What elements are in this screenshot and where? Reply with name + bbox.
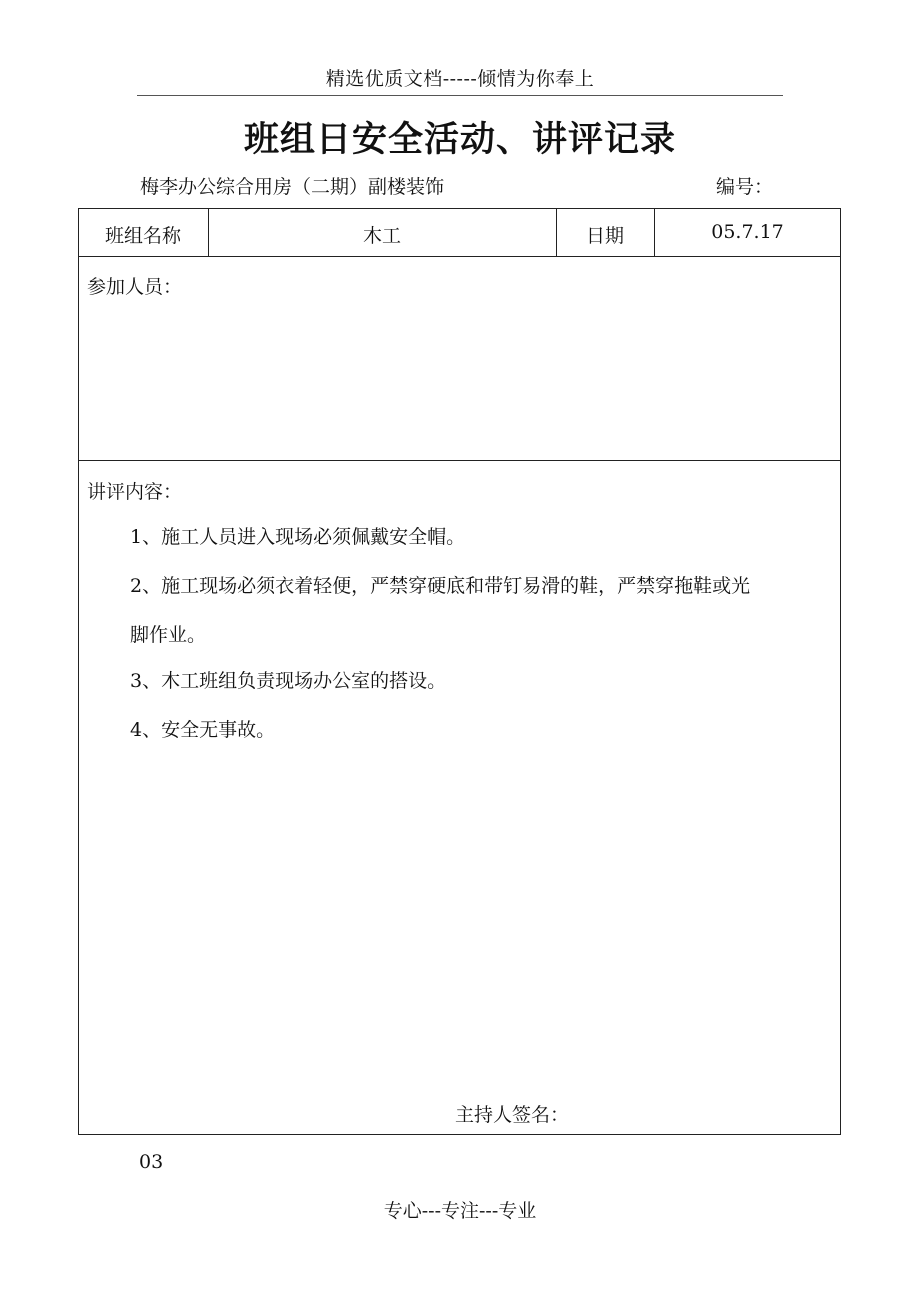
review-item: 4、安全无事故。	[130, 719, 276, 741]
document-title: 班组日安全活动、讲评记录	[243, 119, 676, 160]
serial-number-label: 编号：	[716, 176, 774, 198]
header-rule	[137, 95, 783, 96]
review-item-continuation: 脚作业。	[130, 624, 207, 646]
page-number: 03	[139, 1151, 164, 1173]
attendees-label: 参加人员：	[87, 276, 183, 298]
row-divider-header	[78, 256, 841, 257]
review-item: 3、木工班组负责现场办公室的搭设。	[130, 670, 447, 692]
project-name: 梅李办公综合用房（二期）副楼装饰	[140, 176, 445, 198]
review-label: 讲评内容：	[87, 481, 183, 503]
date-value: 05.7.17	[711, 221, 784, 243]
review-item: 2、施工现场必须衣着轻便，严禁穿硬底和带钉易滑的鞋，严禁穿拖鞋或光	[130, 575, 751, 597]
host-signature-label: 主持人签名：	[455, 1104, 570, 1126]
team-name-label: 班组名称	[104, 225, 181, 247]
team-name-value: 木工	[362, 225, 401, 247]
page-header: 精选优质文档-----倾情为你奉上	[325, 68, 595, 90]
row-divider-attendees	[78, 460, 841, 461]
review-item: 1、施工人员进入现场必须佩戴安全帽。	[130, 526, 466, 548]
date-label: 日期	[585, 225, 624, 247]
page-footer: 专心---专注---专业	[383, 1200, 537, 1222]
